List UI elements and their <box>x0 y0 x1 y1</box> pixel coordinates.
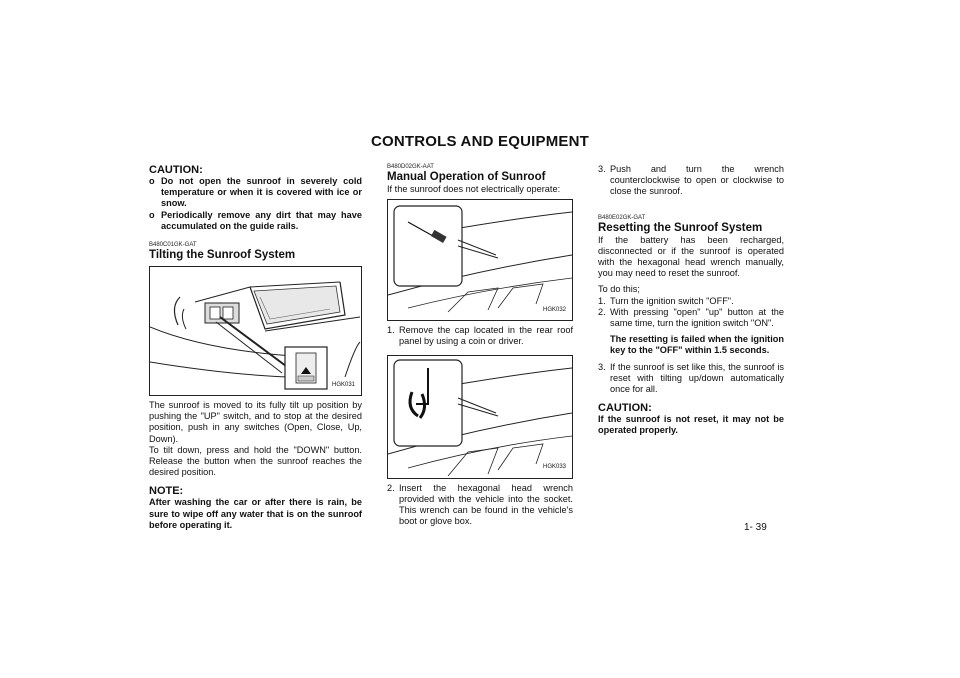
column-left <box>149 164 362 531</box>
section-code: B480C01GK-GAT <box>149 242 197 249</box>
hex-wrench-illustration <box>388 356 572 478</box>
figure-sunroof-switch <box>149 266 362 396</box>
figure-roof-cap <box>387 199 573 321</box>
column-middle <box>387 164 573 527</box>
section-code: B480E02GK-GAT <box>598 214 646 221</box>
note-title: NOTE: <box>149 485 184 498</box>
todo-text: To do this; <box>598 284 640 295</box>
body-paragraph: The sunroof is moved to its fully tilt up position by pushing the "UP" switch, and to stop at the desired position, push in any switches (Open, Close, Up, Down). <box>149 400 362 444</box>
step-item: 2. Insert the hexagonal head wrench provided with the vehicle into the socket. This wrench can be found in the vehicle's boot or glove box. <box>387 482 573 527</box>
step-item: 2. With pressing "open" "up" button at the same time, turn the ignition switch "ON". <box>598 306 784 329</box>
figure-label: HGK031 <box>331 381 355 388</box>
caution-text: If the sunroof is not reset, it may not be operated properly. <box>598 414 784 436</box>
roof-cap-illustration <box>388 200 572 320</box>
body-paragraph: To tilt down, press and hold the "DOWN" button. Release the button when the sunroof reaches the desired position. <box>149 444 362 478</box>
sunroof-switch-illustration <box>150 267 361 395</box>
caution-title: CAUTION: <box>149 164 203 176</box>
step-item: 3. If the sunroof is set like this, the sunroof is reset with tilting up/down automatically once for all. <box>598 361 784 395</box>
step-item: 1. Turn the ignition switch "OFF". <box>598 295 734 306</box>
section-code: B480D02GK-AAT <box>387 164 434 170</box>
intro-text: If the battery has been recharged, disconnected or if the sunroof is operated with the hexagonal head wrench manually, you may need to reset the sunroof. <box>598 234 784 279</box>
section-heading: Manual Operation of Sunroof <box>387 171 546 183</box>
figure-label: HGK033 <box>542 464 566 471</box>
figure-label: HGK032 <box>542 307 566 313</box>
figure-hex-wrench <box>387 355 573 479</box>
page-number: 1- 39 <box>744 522 767 533</box>
section-heading: Resetting the Sunroof System <box>598 221 763 234</box>
intro-text: If the sunroof does not electrically operate: <box>387 184 561 194</box>
caution-title: CAUTION: <box>598 402 652 415</box>
column-right <box>598 164 784 437</box>
bullet-mark: o <box>149 176 155 186</box>
step-item: 1. Remove the cap located in the rear roof panel by using a coin or driver. <box>387 325 573 347</box>
note-text: After washing the car or after there is rain, be sure to wipe off any water that is on the sunroof before operating it. <box>149 497 362 530</box>
caution-list <box>149 176 362 232</box>
bullet-mark: o <box>149 209 155 220</box>
reset-warning: The resetting is failed when the ignition key to the "OFF" within 1.5 seconds. <box>610 334 784 356</box>
caution-item: o Periodically remove any dirt that may have accumulated on the guide rails. <box>149 209 362 231</box>
step-item: 3. Push and turn the wrench counterclockwise to open or clockwise to close the sunroof. <box>598 164 784 197</box>
page-header-title: CONTROLS AND EQUIPMENT <box>370 133 589 150</box>
section-heading: Tilting the Sunroof System <box>149 249 296 262</box>
caution-item: o Do not open the sunroof in severely cold temperature or when it is covered with ice or snow. <box>149 176 362 209</box>
